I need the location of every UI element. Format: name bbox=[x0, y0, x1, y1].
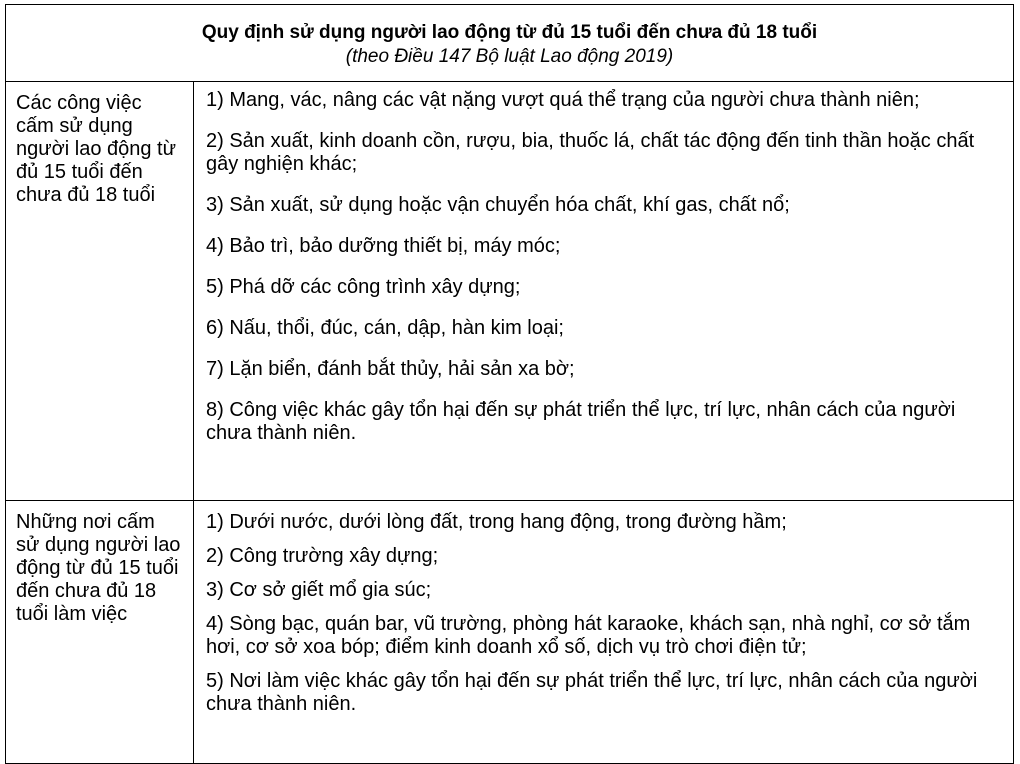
section-label-prohibited-places: Những nơi cấm sử dụng người lao động từ đủ 15 tuổi đến chưa đủ 18 tuổi làm việc bbox=[6, 501, 194, 764]
list-item: 3) Sản xuất, sử dụng hoặc vận chuyển hóa chất, khí gas, chất nổ; bbox=[206, 194, 790, 216]
list-item: 5) Nơi làm việc khác gây tổn hại đến sự phát triển thể lực, trí lực, nhân cách của người chưa thành niên. bbox=[206, 670, 978, 715]
table-row bbox=[6, 82, 1014, 501]
list-item: 2) Công trường xây dựng; bbox=[206, 545, 439, 567]
list-item: 2) Sản xuất, kinh doanh cồn, rượu, bia, thuốc lá, chất tác động đến tinh thần hoặc chất gây nghiện khác; bbox=[206, 130, 975, 175]
list-item: 8) Công việc khác gây tổn hại đến sự phát triển thể lực, trí lực, nhân cách của người chưa thành niên. bbox=[206, 399, 956, 444]
table-header-row bbox=[6, 5, 1014, 82]
list-item: 4) Sòng bạc, quán bar, vũ trường, phòng hát karaoke, khách sạn, nhà nghỉ, cơ sở tắm hơi, cơ sở xoa bóp; điểm kinh doanh xổ số, dịch vụ trò chơi điện tử; bbox=[206, 613, 971, 658]
table-subtitle: (theo Điều 147 Bộ luật Lao động 2019) bbox=[345, 46, 674, 67]
table-row bbox=[6, 501, 1014, 764]
table-title: Quy định sử dụng người lao động từ đủ 15 tuổi đến chưa đủ 18 tuổi bbox=[201, 22, 818, 43]
list-item: 7) Lặn biển, đánh bắt thủy, hải sản xa bờ; bbox=[206, 358, 575, 380]
list-item: 1) Dưới nước, dưới lòng đất, trong hang động, trong đường hầm; bbox=[206, 511, 787, 533]
list-item: 4) Bảo trì, bảo dưỡng thiết bị, máy móc; bbox=[206, 235, 561, 257]
section-items-prohibited-jobs bbox=[194, 82, 1014, 501]
regulation-table bbox=[5, 4, 1014, 764]
table-header-cell bbox=[6, 5, 1014, 82]
list-item: 1) Mang, vác, nâng các vật nặng vượt quá thể trạng của người chưa thành niên; bbox=[206, 89, 920, 111]
list-item: 3) Cơ sở giết mổ gia súc; bbox=[206, 579, 432, 601]
section-label-prohibited-jobs: Các công việc cấm sử dụng người lao động từ đủ 15 tuổi đến chưa đủ 18 tuổi bbox=[6, 82, 194, 501]
list-item: 6) Nấu, thổi, đúc, cán, dập, hàn kim loại; bbox=[206, 317, 564, 339]
section-items-prohibited-places bbox=[194, 501, 1014, 764]
list-item: 5) Phá dỡ các công trình xây dựng; bbox=[206, 276, 521, 298]
